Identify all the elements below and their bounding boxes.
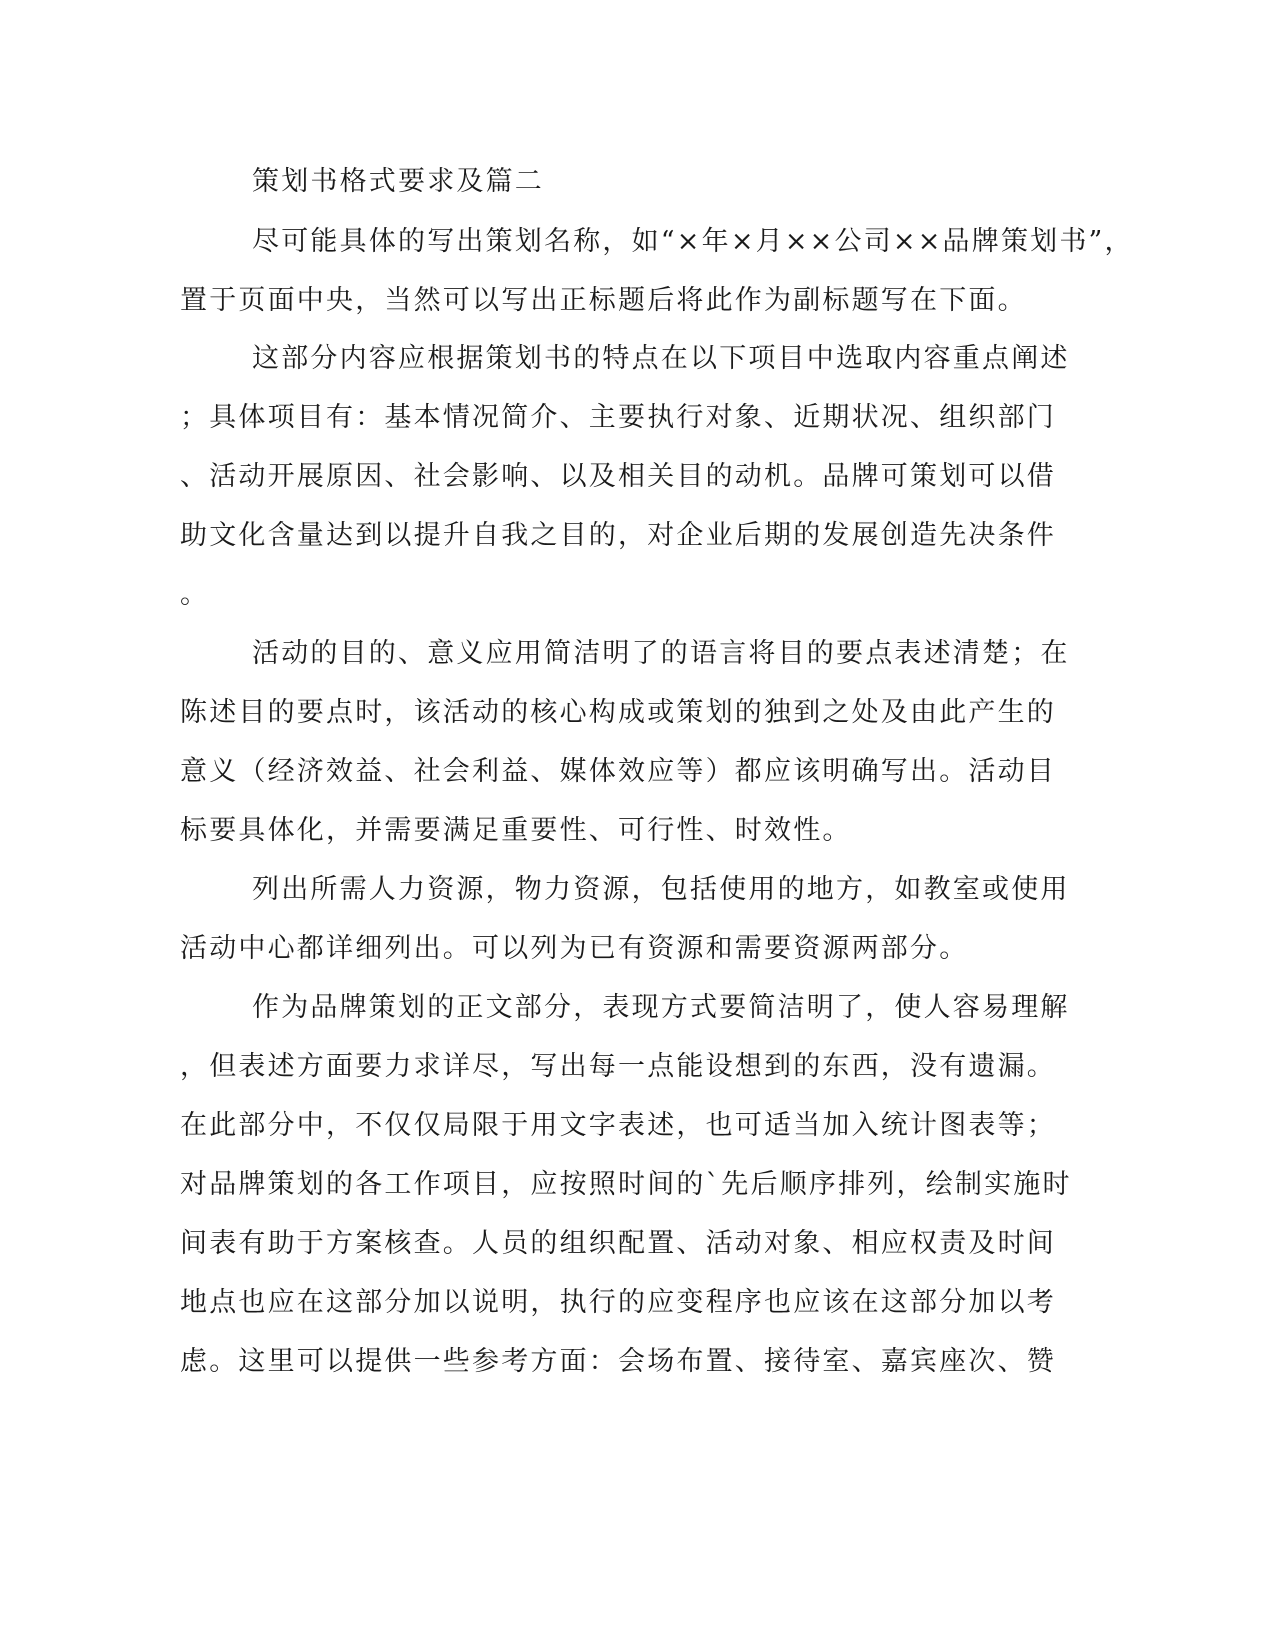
paragraph-line: 、活动开展原因、社会影响、以及相关目的动机。品牌可策划可以借 [180,461,1056,492]
paragraph-line: 对品牌策划的各工作项目，应按照时间的`先后顺序排列，绘制实施时 [180,1169,1072,1200]
paragraph-line: 活动的目的、意义应用简洁明了的语言将目的要点表述清楚；在 [252,638,1070,669]
paragraph-line: ；具体项目有：基本情况简介、主要执行对象、近期状况、组织部门 [180,402,1056,433]
paragraph-line: 作为品牌策划的正文部分，表现方式要简洁明了，使人容易理解 [252,992,1070,1023]
paragraph-line: ，但表述方面要力求详尽，写出每一点能设想到的东西，没有遗漏。 [180,1051,1056,1082]
paragraph-line: 间表有助于方案核查。人员的组织配置、活动对象、相应权责及时间 [180,1228,1056,1259]
paragraph-line: 标要具体化，并需要满足重要性、可行性、时效性。 [180,815,852,846]
paragraph-line: 列出所需人力资源，物力资源，包括使用的地方，如教室或使用 [252,874,1070,905]
paragraph-line: 这部分内容应根据策划书的特点在以下项目中选取内容重点阐述 [252,343,1070,374]
paragraph-line: 意义（经济效益、社会利益、媒体效应等）都应该明确写出。活动目 [180,756,1056,787]
paragraph-line: 尽可能具体的写出策划名称，如“×年×月××公司××品牌策划书”， [252,226,1134,257]
paragraph-line: 助文化含量达到以提升自我之目的，对企业后期的发展创造先决条件 [180,520,1056,551]
paragraph-line: 陈述目的要点时，该活动的核心构成或策划的独到之处及由此产生的 [180,697,1056,728]
paragraph-line: 虑。这里可以提供一些参考方面：会场布置、接待室、嘉宾座次、赞 [180,1346,1056,1377]
paragraph-line: 置于页面中央，当然可以写出正标题后将此作为副标题写在下面。 [180,285,1027,316]
paragraph-line: 在此部分中，不仅仅局限于用文字表述，也可适当加入统计图表等； [180,1110,1056,1141]
paragraph-line: 。 [180,579,210,610]
paragraph-line: 活动中心都详细列出。可以列为已有资源和需要资源两部分。 [180,933,969,964]
document-title: 策划书格式要求及篇二 [252,166,544,197]
paragraph-line: 地点也应在这部分加以说明，执行的应变程序也应该在这部分加以考 [180,1287,1056,1318]
